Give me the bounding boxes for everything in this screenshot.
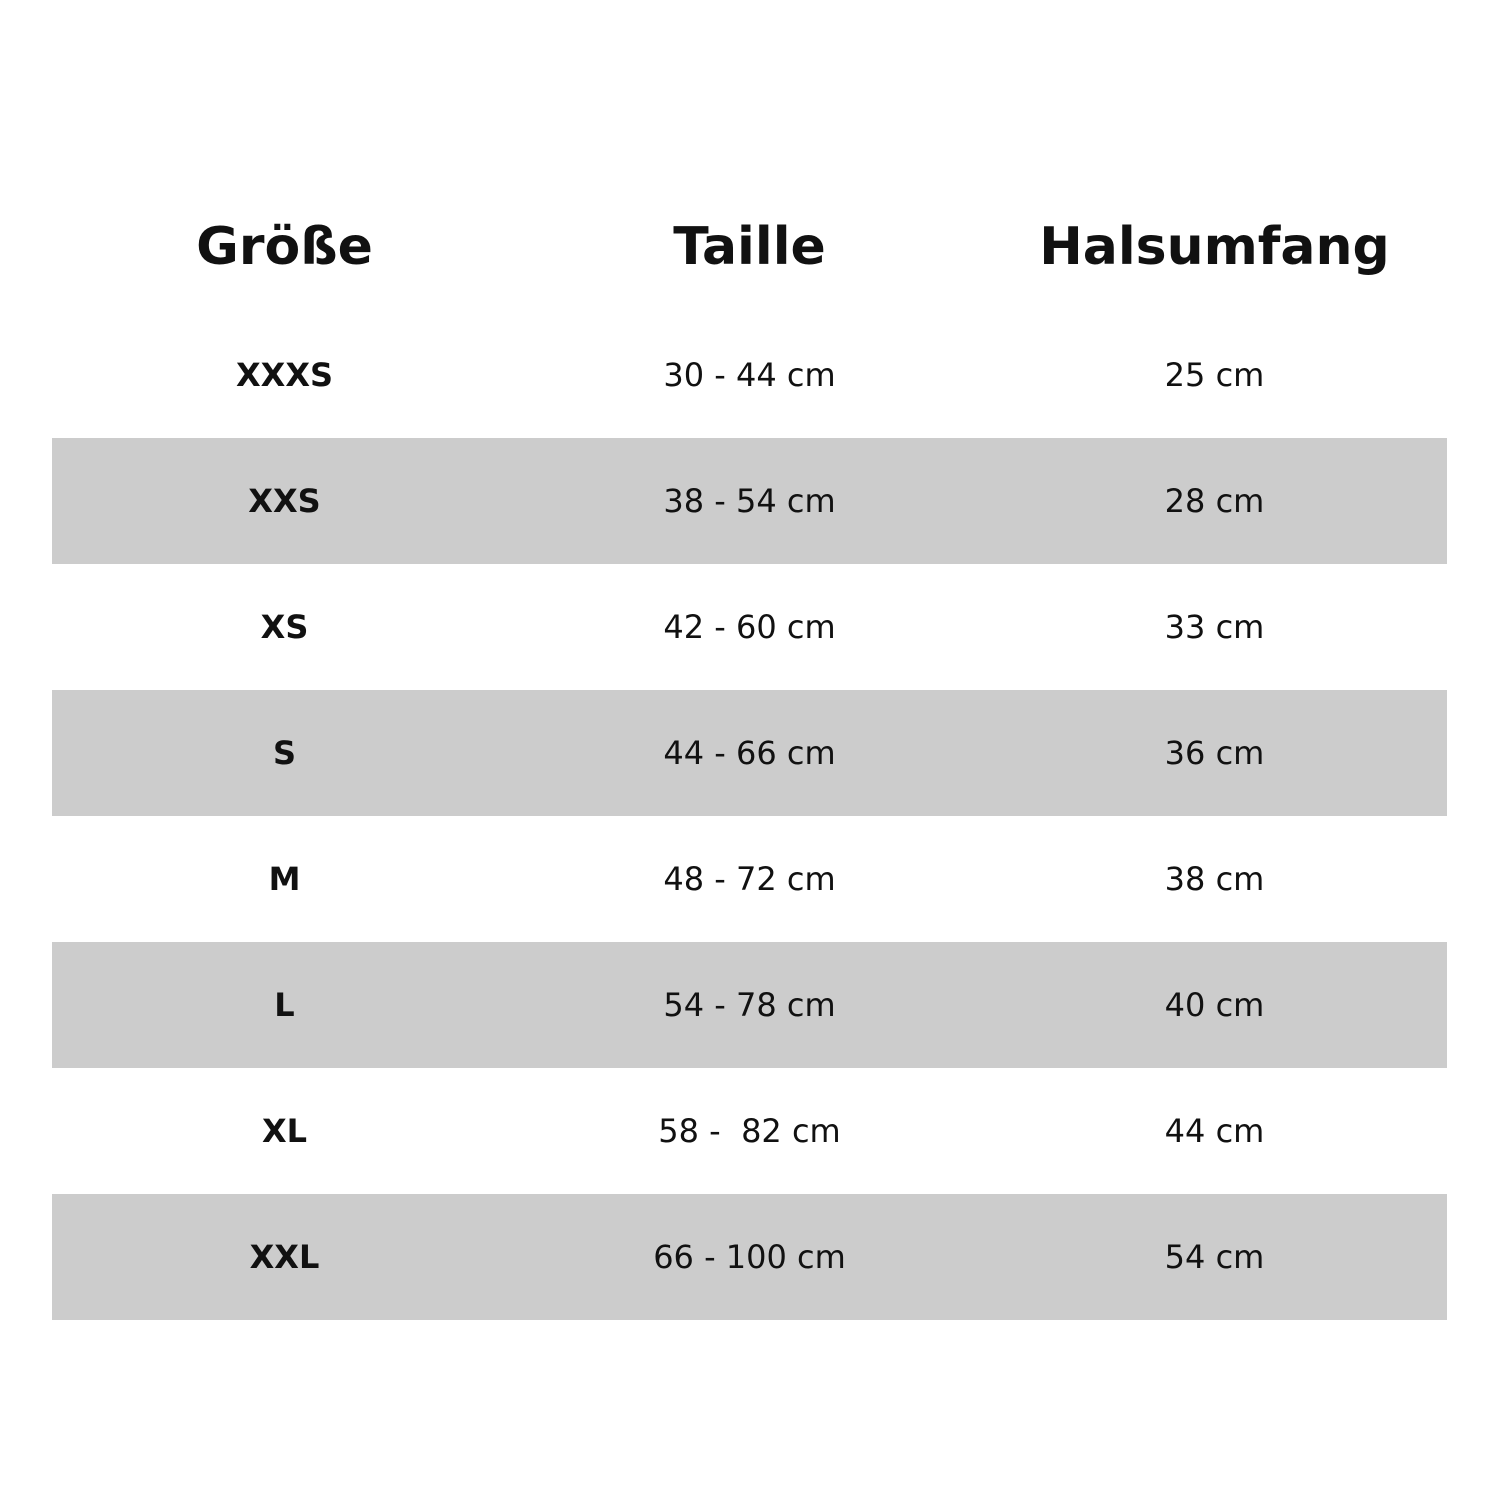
size-cell: XXS	[248, 482, 321, 520]
neck-cell: 33 cm	[1164, 608, 1265, 646]
waist-cell: 54 - 78 cm	[663, 986, 836, 1024]
waist-cell: 66 - 100 cm	[653, 1238, 846, 1276]
size-cell: M	[268, 860, 301, 898]
size-cell: XXL	[249, 1238, 320, 1276]
header-size: Größe	[196, 217, 373, 277]
size-table	[52, 182, 1447, 1320]
waist-cell: 38 - 54 cm	[663, 482, 836, 520]
waist-cell: 48 - 72 cm	[663, 860, 836, 898]
table-row	[52, 690, 1447, 816]
neck-cell: 44 cm	[1164, 1112, 1265, 1150]
size-cell: XL	[261, 1112, 308, 1150]
neck-cell: 54 cm	[1164, 1238, 1265, 1276]
waist-cell: 30 - 44 cm	[663, 356, 836, 394]
table-row	[52, 942, 1447, 1068]
neck-cell: 25 cm	[1164, 356, 1265, 394]
table-header-row	[52, 182, 1447, 312]
neck-cell: 28 cm	[1164, 482, 1265, 520]
table-row	[52, 1194, 1447, 1320]
header-waist: Taille	[673, 217, 826, 277]
waist-cell: 58 - 82 cm	[658, 1112, 841, 1150]
table-row	[52, 438, 1447, 564]
waist-cell: 44 - 66 cm	[663, 734, 836, 772]
table-row	[52, 312, 1447, 438]
table-row	[52, 1068, 1447, 1194]
size-cell: XS	[260, 608, 309, 646]
size-cell: XXXS	[235, 356, 334, 394]
table-row	[52, 564, 1447, 690]
neck-cell: 38 cm	[1164, 860, 1265, 898]
waist-cell: 42 - 60 cm	[663, 608, 836, 646]
neck-cell: 36 cm	[1164, 734, 1265, 772]
size-cell: S	[272, 734, 297, 772]
table-row	[52, 816, 1447, 942]
size-cell: L	[274, 986, 295, 1024]
neck-cell: 40 cm	[1164, 986, 1265, 1024]
header-neck: Halsumfang	[1039, 217, 1390, 277]
